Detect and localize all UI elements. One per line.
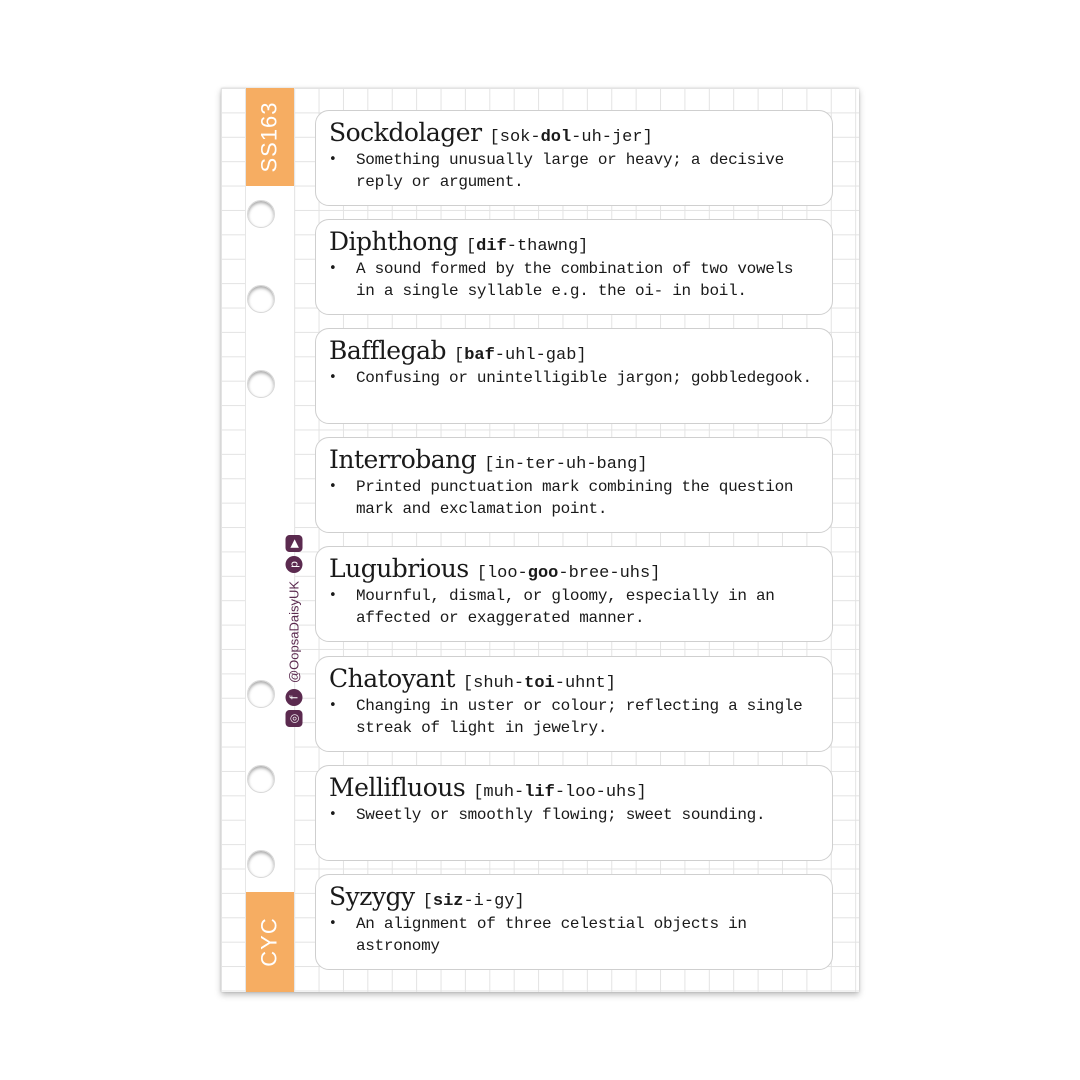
definition: • A sound formed by the combination of two vowels in a single syllable e.g. the oi- in boil. <box>329 258 820 302</box>
pronunciation: [baf-uhl-gab] <box>453 346 587 365</box>
definition: • Mournful, dismal, or gloomy, especially in an affected or exaggerated manner. <box>329 585 820 629</box>
word-title: Chatoyant <box>329 664 455 693</box>
punch-hole <box>247 370 275 398</box>
word-title: Diphthong <box>329 227 458 256</box>
definition: • Printed punctuation mark combining the question mark and exclamation point. <box>329 476 820 520</box>
definition: • Confusing or unintelligible jargon; gobbledegook. <box>329 367 820 389</box>
word-card-mellifluous <box>315 765 833 861</box>
word-title: Syzygy <box>329 882 415 911</box>
pronunciation: [in-ter-uh-bang] <box>484 455 648 474</box>
word-title: Lugubrious <box>329 554 469 583</box>
word-card-diphthong <box>315 219 833 315</box>
word-title: Mellifluous <box>329 773 466 802</box>
social-handle: @OopsaDaisyUK <box>286 580 302 684</box>
instagram-icon: ◎ <box>286 710 303 727</box>
word-card-sockdolager <box>315 110 833 206</box>
word-title: Sockdolager <box>329 118 482 147</box>
word-title: Interrobang <box>329 445 477 474</box>
pinterest-icon: p <box>286 556 303 573</box>
word-card-chatoyant <box>315 656 833 752</box>
punch-hole <box>247 850 275 878</box>
bottom-code-label: CYC <box>257 917 283 967</box>
pronunciation: [siz-i-gy] <box>422 892 525 911</box>
facebook-icon: f <box>286 689 303 706</box>
planner-insert-sheet <box>221 88 859 992</box>
word-card-syzygy <box>315 874 833 970</box>
pronunciation: [loo-goo-bree-uhs] <box>476 564 661 583</box>
definition: • Sweetly or smoothly flowing; sweet sounding. <box>329 804 820 826</box>
bottom-code-tab <box>246 892 294 992</box>
pronunciation: [shuh-toi-uhnt] <box>462 674 616 693</box>
word-card-bafflegab <box>315 328 833 424</box>
punch-hole <box>247 200 275 228</box>
pronunciation: [dif-thawng] <box>465 237 589 256</box>
word-title: Bafflegab <box>329 336 446 365</box>
top-code-tab <box>246 88 294 186</box>
top-code-label: SS163 <box>257 101 282 173</box>
punch-hole <box>247 680 275 708</box>
definition: • An alignment of three celestial objects in astronomy <box>329 913 820 957</box>
punch-hole <box>247 765 275 793</box>
pronunciation: [muh-lif-loo-uhs] <box>473 783 647 802</box>
definition: • Changing in uster or colour; reflecting a single streak of light in jewelry. <box>329 695 820 739</box>
definition: • Something unusually large or heavy; a decisive reply or argument. <box>329 149 820 193</box>
pronunciation: [sok-dol-uh-jer] <box>489 128 653 147</box>
punch-hole <box>247 285 275 313</box>
word-card-lugubrious <box>315 546 833 642</box>
word-card-interrobang <box>315 437 833 533</box>
youtube-icon: ▶ <box>286 535 303 552</box>
